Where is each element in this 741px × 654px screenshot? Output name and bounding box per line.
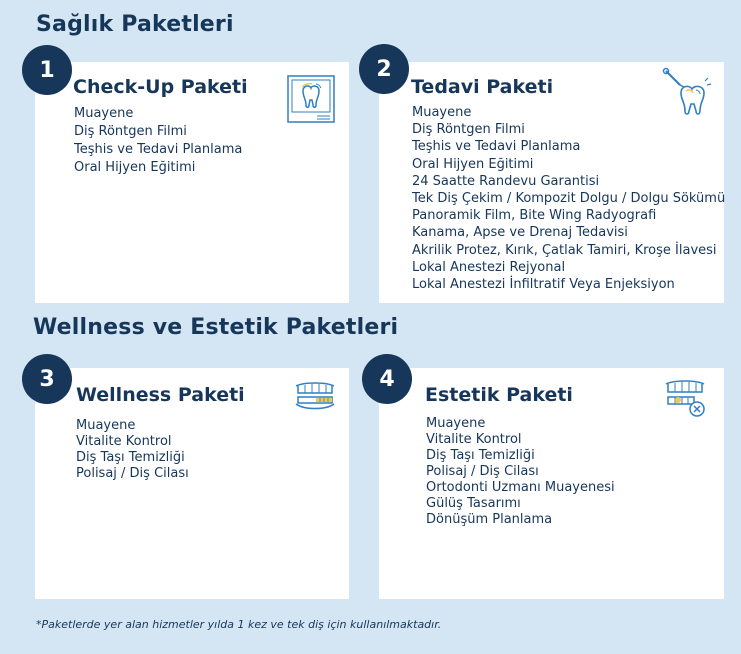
- list-item: 24 Saatte Randevu Garantisi: [412, 173, 600, 189]
- package-number-badge: 3: [22, 354, 72, 404]
- package-card-checkup: [35, 62, 349, 303]
- teeth-aesthetic-icon: [664, 378, 708, 422]
- list-item: Lokal Anestezi Rejyonal: [412, 259, 566, 275]
- list-item: Diş Taşı Temizliği: [76, 450, 185, 465]
- package-number-badge: 1: [22, 45, 72, 95]
- list-item: Diş Röntgen Filmi: [412, 122, 525, 138]
- package-title: Check-Up Paketi: [73, 76, 248, 98]
- list-item: Diş Taşı Temizliği: [426, 448, 535, 463]
- package-items: [412, 104, 725, 293]
- package-title: Estetik Paketi: [425, 384, 573, 406]
- package-number-badge: 2: [359, 44, 409, 94]
- list-item: Gülüş Tasarımı: [426, 496, 521, 511]
- list-item: Oral Hijyen Eğitimi: [412, 156, 534, 172]
- footnote: *Paketlerde yer alan hizmetler yılda 1 kez ve tek diş için kullanılmaktadır.: [36, 618, 442, 631]
- list-item: Teşhis ve Tedavi Planlama: [412, 139, 581, 155]
- list-item: Kanama, Apse ve Drenaj Tedavisi: [412, 225, 628, 241]
- package-number-badge: 4: [362, 354, 412, 404]
- package-card-treatment: [379, 62, 724, 303]
- package-title: Tedavi Paketi: [411, 76, 554, 98]
- list-item: Muayene: [74, 106, 134, 121]
- package-items: [74, 105, 242, 177]
- list-item: Akrilik Protez, Kırık, Çatlak Tamiri, Kroşe İlavesi: [412, 242, 717, 258]
- list-item: Muayene: [76, 418, 136, 433]
- dental-treatment-icon: [662, 67, 714, 119]
- list-item: Polisaj / Diş Cilası: [76, 466, 189, 481]
- package-title: Wellness Paketi: [76, 384, 245, 406]
- list-item: Muayene: [426, 416, 486, 431]
- package-card-wellness: [35, 368, 349, 599]
- package-items: [76, 418, 189, 482]
- list-item: Ortodonti Uzmanı Muayenesi: [426, 480, 615, 495]
- section-title-health: Sağlık Paketleri: [36, 12, 234, 37]
- section-title-wellness: Wellness ve Estetik Paketleri: [33, 315, 399, 340]
- teeth-brush-icon: [294, 380, 336, 412]
- list-item: Vitalite Kontrol: [426, 432, 522, 447]
- package-items: [426, 416, 615, 528]
- list-item: Oral Hijyen Eğitimi: [74, 160, 196, 175]
- list-item: Panoramik Film, Bite Wing Radyografi: [412, 208, 657, 224]
- list-item: Diş Röntgen Filmi: [74, 124, 187, 139]
- list-item: Lokal Anestezi İnfiltratif Veya Enjeksiyon: [412, 277, 675, 293]
- list-item: Tek Diş Çekim / Kompozit Dolgu / Dolgu Sökümü: [412, 191, 726, 207]
- list-item: Teşhis ve Tedavi Planlama: [74, 142, 243, 157]
- list-item: Vitalite Kontrol: [76, 434, 172, 449]
- list-item: Dönüşüm Planlama: [426, 512, 553, 527]
- list-item: Polisaj / Diş Cilası: [426, 464, 539, 479]
- tooth-xray-icon: [287, 75, 335, 123]
- package-card-aesthetic: [379, 368, 724, 599]
- list-item: Muayene: [412, 105, 472, 120]
